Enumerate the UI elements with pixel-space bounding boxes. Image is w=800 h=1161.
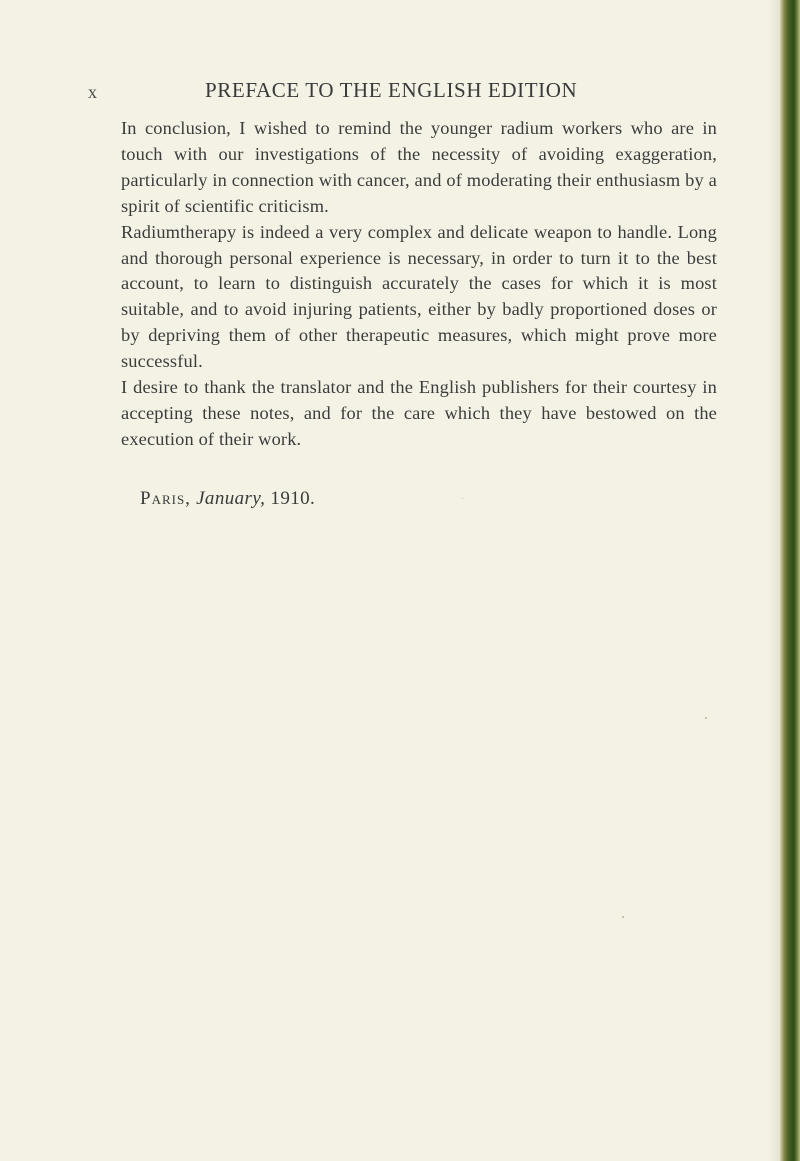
page-header: [88, 78, 708, 108]
signature-city: Paris,: [140, 488, 191, 509]
page-gutter-shadow: [768, 0, 780, 1161]
signature-year: 1910.: [270, 488, 316, 509]
paragraph-radiumtherapy: Radiumtherapy is indeed a very complex and delicate weapon to handle. Long and thorough personal experience is necessary, in order to turn it to the best account, to learn to distinguish accurately the cases for which it is most suitable, and to avoid injuring patients, either by badly proportioned doses or by depriving them of other therapeutic measures, which might prove more successful.: [121, 221, 717, 372]
paper-speck: [462, 498, 463, 499]
paper-speck: [705, 717, 707, 719]
page-number: x: [88, 82, 97, 102]
paragraph-conclusion: In conclusion, I wished to remind the younger radium workers who are in touch with our investigations of the necessity of avoiding exaggeration, particularly in connection with cancer, and of moderating their enthusiasm by a spirit of scientific criticism.: [121, 118, 717, 216]
running-head: PREFACE TO THE ENGLISH EDITION: [205, 78, 578, 102]
paper-speck: [622, 916, 624, 918]
signature-month: January,: [196, 488, 266, 509]
paragraph-thanks: I desire to thank the translator and the English publishers for their courtesy in accepting these notes, and for the care which they have bestowed on the execution of their work.: [121, 377, 717, 449]
signature-line: [140, 488, 315, 510]
body-text: [121, 116, 717, 453]
book-spine-edge: [780, 0, 800, 1161]
